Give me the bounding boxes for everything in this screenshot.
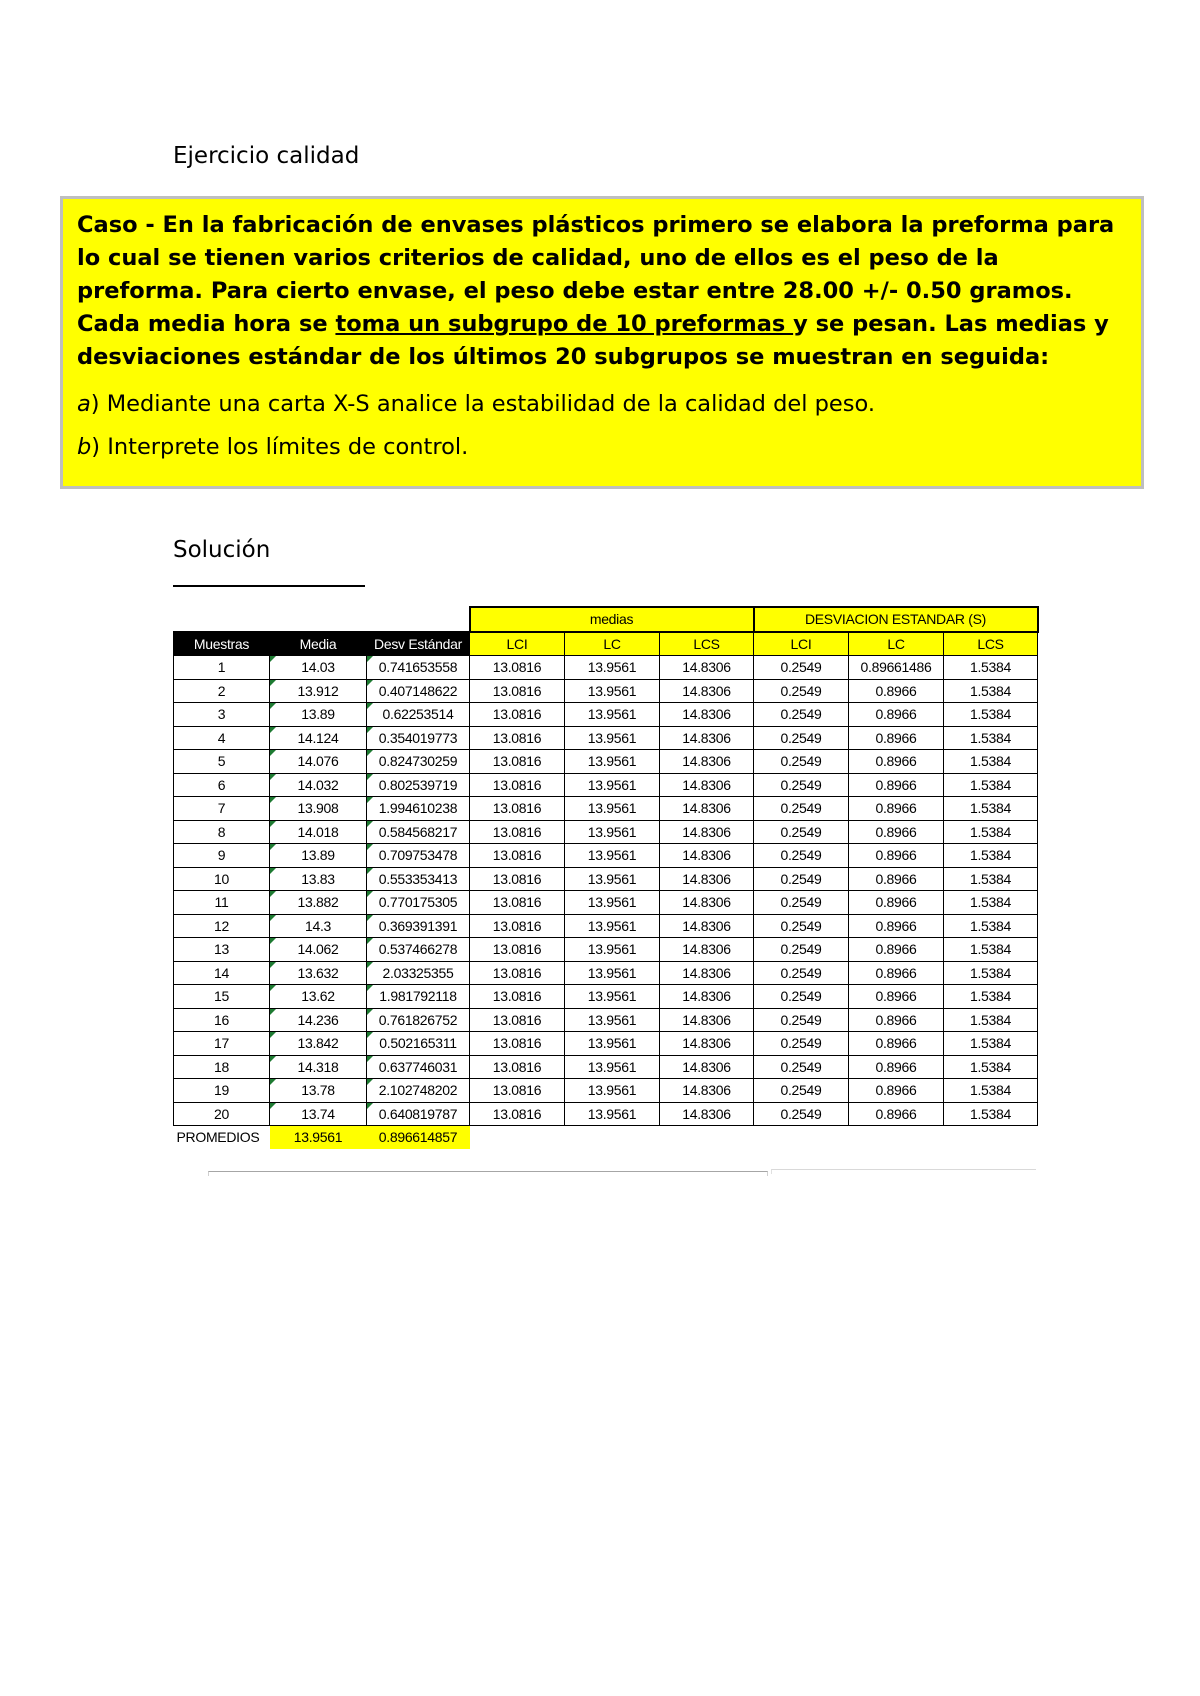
table-row [174, 679, 1038, 703]
question-a-letter: a [77, 391, 91, 417]
case-text-start: Caso - En la fabricación de envases plásticos primero se elabora la preforma para lo cual se tienen varios criterios de calidad, uno de ellos es el peso de la preforma. Para cierto envase, el peso debe estar entre 28.00 +/- 0.50 gramos. Cada media hora se [77, 212, 1115, 337]
table-cell: 1.5384 [944, 1079, 1038, 1103]
table-cell: 13.0816 [470, 1008, 565, 1032]
table-cell: 13.912 [270, 679, 367, 703]
table-cell: 14.8306 [660, 914, 754, 938]
table-cell: 13.0816 [470, 867, 565, 891]
table-cell: 1.5384 [944, 961, 1038, 985]
table-row [174, 797, 1038, 821]
table-cell: 0.2549 [754, 820, 849, 844]
table-cell: 14.8306 [660, 1032, 754, 1056]
table-cell: 1.5384 [944, 750, 1038, 774]
table-row [174, 1102, 1038, 1126]
table-cell: 1.994610238 [367, 797, 470, 821]
table-row [174, 844, 1038, 868]
table-cell: 1.5384 [944, 891, 1038, 915]
table-cell: 0.8966 [849, 820, 944, 844]
table-cell: 1.5384 [944, 726, 1038, 750]
table-cell: 14.8306 [660, 1079, 754, 1103]
question-a [77, 388, 1127, 421]
table-cell: 1.5384 [944, 656, 1038, 680]
table-cell: 0.8966 [849, 1032, 944, 1056]
table-cell: 14.8306 [660, 961, 754, 985]
table-cell: 1.5384 [944, 844, 1038, 868]
column-header: LCI [754, 632, 849, 656]
averages-row [174, 1126, 1038, 1149]
table-row [174, 1008, 1038, 1032]
table-cell: 0.2549 [754, 961, 849, 985]
table-row [174, 703, 1038, 727]
table-cell: 13.0816 [470, 891, 565, 915]
table-cell: 14.032 [270, 773, 367, 797]
column-header: Desv Estándar [367, 632, 470, 656]
table-row [174, 656, 1038, 680]
table-cell: 12 [174, 914, 270, 938]
table-cell: 14.8306 [660, 1055, 754, 1079]
table-row [174, 820, 1038, 844]
table-cell: 0.2549 [754, 985, 849, 1009]
solution-heading: Solución [173, 537, 271, 563]
table-cell: 1.5384 [944, 1102, 1038, 1126]
group-header-medias: medias [470, 607, 754, 632]
table-cell: 4 [174, 726, 270, 750]
table-cell: 1.5384 [944, 938, 1038, 962]
table-cell: 1.5384 [944, 867, 1038, 891]
table-cell: 14.03 [270, 656, 367, 680]
table-cell: 13.9561 [565, 679, 660, 703]
table-cell: 0.2549 [754, 1055, 849, 1079]
table-body [174, 656, 1038, 1126]
table-cell: 0.553353413 [367, 867, 470, 891]
table-cell: 0.584568217 [367, 820, 470, 844]
table-cell: 13.0816 [470, 679, 565, 703]
table-row [174, 985, 1038, 1009]
question-b-text: ) Interprete los límites de control. [91, 434, 469, 460]
table-row [174, 938, 1038, 962]
document-title: Ejercicio calidad [173, 143, 360, 169]
column-header: LC [565, 632, 660, 656]
table-cell: 14.8306 [660, 703, 754, 727]
table-cell: 0.8966 [849, 844, 944, 868]
table-cell: 0.2549 [754, 750, 849, 774]
table-cell: 14.236 [270, 1008, 367, 1032]
table-cell: 1.5384 [944, 679, 1038, 703]
table-cell: 1.981792118 [367, 985, 470, 1009]
table-cell: 13.62 [270, 985, 367, 1009]
table-cell: 0.89661486 [849, 656, 944, 680]
table-cell: 13.9561 [565, 1102, 660, 1126]
table-cell: 13.9561 [565, 985, 660, 1009]
table-cell: 14.124 [270, 726, 367, 750]
table-cell: 20 [174, 1102, 270, 1126]
table-cell: 0.709753478 [367, 844, 470, 868]
table-cell: 13.0816 [470, 656, 565, 680]
table-row [174, 750, 1038, 774]
table-cell: 13.83 [270, 867, 367, 891]
table-cell: 13.9561 [565, 703, 660, 727]
table-cell: 0.2549 [754, 656, 849, 680]
table-cell: 14.8306 [660, 773, 754, 797]
table-cell: 1.5384 [944, 1055, 1038, 1079]
table-cell: 1.5384 [944, 773, 1038, 797]
table-cell: 14.8306 [660, 797, 754, 821]
table-cell: 13.9561 [565, 1079, 660, 1103]
table-cell: 17 [174, 1032, 270, 1056]
table-cell: 13.0816 [470, 1102, 565, 1126]
table-cell: 13.9561 [565, 844, 660, 868]
table-cell: 13.9561 [565, 773, 660, 797]
table-cell: 14.8306 [660, 750, 754, 774]
table-cell: 3 [174, 703, 270, 727]
table-cell: 13.9561 [565, 938, 660, 962]
table-cell: 13.0816 [470, 1032, 565, 1056]
question-b [77, 431, 1127, 464]
table-cell: 0.354019773 [367, 726, 470, 750]
table-cell: 13.632 [270, 961, 367, 985]
table-cell: 14.8306 [660, 891, 754, 915]
table-cell: 0.741653558 [367, 656, 470, 680]
table-cell: 1.5384 [944, 820, 1038, 844]
table-cell: 0.2549 [754, 1008, 849, 1032]
group-header-desviacion: DESVIACION ESTANDAR (S) [754, 607, 1038, 632]
table-cell: 14.3 [270, 914, 367, 938]
table-row [174, 961, 1038, 985]
table-cell: 14.8306 [660, 867, 754, 891]
table-cell: 0.2549 [754, 1102, 849, 1126]
case-text-end: y se pesan. Las medias y desviaciones estándar de los últimos 20 subgrupos se muestran en seguida: [77, 311, 1109, 370]
table-cell: 13.89 [270, 703, 367, 727]
table-cell: 1.5384 [944, 703, 1038, 727]
table-cell: 13.9561 [565, 1032, 660, 1056]
column-header: LC [849, 632, 944, 656]
table-cell: 13.0816 [470, 1055, 565, 1079]
table-cell: 0.62253514 [367, 703, 470, 727]
table-cell: 18 [174, 1055, 270, 1079]
column-header: Muestras [174, 632, 270, 656]
table-cell: 13.0816 [470, 820, 565, 844]
column-header: Media [270, 632, 367, 656]
column-header: LCS [660, 632, 754, 656]
table-cell: 0.637746031 [367, 1055, 470, 1079]
table-cell: 0.8966 [849, 797, 944, 821]
table-cell: 0.761826752 [367, 1008, 470, 1032]
table-cell: 0.8966 [849, 703, 944, 727]
table-cell: 0.2549 [754, 891, 849, 915]
table-cell: 13.9561 [565, 891, 660, 915]
table-row [174, 1032, 1038, 1056]
table-cell: 0.770175305 [367, 891, 470, 915]
table-cell: 0.2549 [754, 797, 849, 821]
table-cell: 13.0816 [470, 1079, 565, 1103]
table-cell: 0.8966 [849, 938, 944, 962]
table-row [174, 773, 1038, 797]
table-row [174, 726, 1038, 750]
table-cell: 0.2549 [754, 679, 849, 703]
table-cell: 13.908 [270, 797, 367, 821]
table-cell: 2 [174, 679, 270, 703]
averages-label: PROMEDIOS [176, 1129, 260, 1146]
table-cell: 14.8306 [660, 726, 754, 750]
table-cell: 13.74 [270, 1102, 367, 1126]
table-cell: 0.8966 [849, 750, 944, 774]
case-statement [77, 209, 1127, 374]
table-cell: 0.8966 [849, 985, 944, 1009]
table-cell: 6 [174, 773, 270, 797]
table-cell: 1.5384 [944, 797, 1038, 821]
table-header-row [174, 632, 1038, 656]
case-text-underlined: toma un subgrupo de 10 preformas [335, 311, 794, 337]
table-cell: 14.018 [270, 820, 367, 844]
table-cell: 0.8966 [849, 867, 944, 891]
table-cell: 0.8966 [849, 1102, 944, 1126]
table-cell: 14.8306 [660, 844, 754, 868]
table-cell: 13.0816 [470, 938, 565, 962]
table-cell: 0.2549 [754, 773, 849, 797]
table-cell: 14.8306 [660, 938, 754, 962]
table-cell: 0.8966 [849, 679, 944, 703]
table-cell: 13.9561 [565, 656, 660, 680]
solution-underline [173, 585, 365, 587]
table-cell: 0.8966 [849, 773, 944, 797]
table-cell: 13.9561 [565, 914, 660, 938]
table-cell: 13.9561 [565, 961, 660, 985]
table-cell: 0.8966 [849, 891, 944, 915]
table-cell: 0.2549 [754, 1079, 849, 1103]
table-cell: 13.89 [270, 844, 367, 868]
table-cell: 14 [174, 961, 270, 985]
table-cell: 13.9561 [565, 1055, 660, 1079]
question-a-text: ) Mediante una carta X-S analice la estabilidad de la calidad del peso. [90, 391, 876, 417]
table-cell: 0.824730259 [367, 750, 470, 774]
table-cell: 0.640819787 [367, 1102, 470, 1126]
table-cell: 13.0816 [470, 750, 565, 774]
table-cell: 0.2549 [754, 914, 849, 938]
table-cell: 0.8966 [849, 726, 944, 750]
table-cell: 0.2549 [754, 844, 849, 868]
table-cell: 1.5384 [944, 1008, 1038, 1032]
table-cell: 13.9561 [565, 1008, 660, 1032]
table-cell: 0.8966 [849, 1008, 944, 1032]
table-cell: 13.0816 [470, 961, 565, 985]
table-cell: 13.9561 [565, 867, 660, 891]
table-cell: 1 [174, 656, 270, 680]
table-cell: 13.0816 [470, 844, 565, 868]
table-cell: 13.9561 [565, 820, 660, 844]
table-cell: 1.5384 [944, 985, 1038, 1009]
table-cell: 10 [174, 867, 270, 891]
table-cell: 15 [174, 985, 270, 1009]
table-cell: 14.062 [270, 938, 367, 962]
table-group-header-row [174, 607, 1038, 632]
table-cell: 11 [174, 891, 270, 915]
table-cell: 0.407148622 [367, 679, 470, 703]
table-cell: 0.8966 [849, 1055, 944, 1079]
table-cell: 9 [174, 844, 270, 868]
table-cell: 13.0816 [470, 985, 565, 1009]
table-cell: 13.0816 [470, 726, 565, 750]
table-cell: 1.5384 [944, 1032, 1038, 1056]
table-cell: 16 [174, 1008, 270, 1032]
table-cell: 14.8306 [660, 679, 754, 703]
table-cell: 0.2549 [754, 867, 849, 891]
table-cell: 13.0816 [470, 797, 565, 821]
embedded-chart-top-edge-secondary [771, 1169, 1036, 1174]
average-media: 13.9561 [270, 1126, 367, 1149]
table-cell: 0.369391391 [367, 914, 470, 938]
table-cell: 14.8306 [660, 656, 754, 680]
table-cell: 14.076 [270, 750, 367, 774]
table-cell: 0.2549 [754, 938, 849, 962]
table-cell: 13.9561 [565, 797, 660, 821]
table-cell: 0.8966 [849, 914, 944, 938]
table-cell: 13.9561 [565, 750, 660, 774]
table-cell: 7 [174, 797, 270, 821]
table-cell: 13.0816 [470, 914, 565, 938]
table-cell: 13.9561 [565, 726, 660, 750]
table-cell: 14.8306 [660, 1102, 754, 1126]
table-cell: 0.8966 [849, 961, 944, 985]
table-row [174, 1079, 1038, 1103]
table-row [174, 867, 1038, 891]
table-cell: 8 [174, 820, 270, 844]
case-statement-box [60, 196, 1144, 489]
table-row [174, 1055, 1038, 1079]
table-cell: 0.802539719 [367, 773, 470, 797]
table-cell: 13.0816 [470, 703, 565, 727]
table-row [174, 891, 1038, 915]
table-cell: 14.8306 [660, 985, 754, 1009]
table-cell: 13.78 [270, 1079, 367, 1103]
table-cell: 13.0816 [470, 773, 565, 797]
table-cell: 14.318 [270, 1055, 367, 1079]
table-cell: 2.102748202 [367, 1079, 470, 1103]
column-header: LCI [470, 632, 565, 656]
table-cell: 13 [174, 938, 270, 962]
question-b-letter: b [77, 434, 92, 460]
table-cell: 19 [174, 1079, 270, 1103]
table-cell: 2.03325355 [367, 961, 470, 985]
table-cell: 1.5384 [944, 914, 1038, 938]
table-cell: 0.2549 [754, 703, 849, 727]
table-cell: 0.2549 [754, 726, 849, 750]
table-cell: 0.2549 [754, 1032, 849, 1056]
table-cell: 13.842 [270, 1032, 367, 1056]
table-cell: 0.8966 [849, 1079, 944, 1103]
embedded-chart-top-edge [208, 1171, 768, 1176]
table-row [174, 914, 1038, 938]
table-cell: 14.8306 [660, 1008, 754, 1032]
table-cell: 5 [174, 750, 270, 774]
table-cell: 13.882 [270, 891, 367, 915]
average-desv: 0.896614857 [367, 1126, 470, 1149]
table-cell: 0.537466278 [367, 938, 470, 962]
table-cell: 0.502165311 [367, 1032, 470, 1056]
column-header: LCS [944, 632, 1038, 656]
table-cell: 14.8306 [660, 820, 754, 844]
control-chart-table [173, 606, 1039, 1149]
